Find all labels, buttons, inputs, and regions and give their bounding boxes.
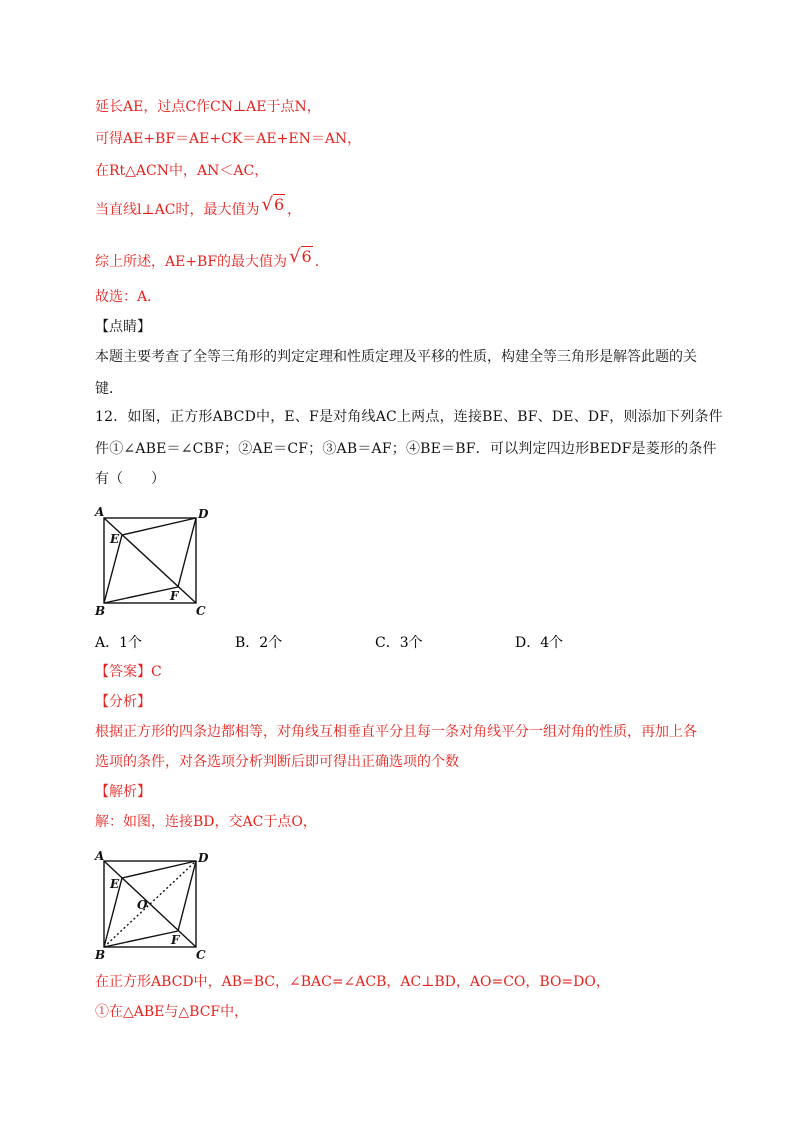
answer-value: C [151, 664, 162, 680]
segment-fb [104, 587, 178, 603]
label-a: A [95, 849, 105, 863]
option-b: B．2个 [235, 635, 283, 651]
label-c: C [196, 604, 206, 618]
label-c: C [196, 948, 206, 962]
sqrt-6: √6 [289, 246, 312, 267]
label-e: E [110, 877, 120, 891]
solution-line-4 [95, 195, 301, 220]
explanation-label: 【解析】 [95, 784, 151, 800]
answer-label: 【答案】 [95, 664, 151, 680]
figure-square-2 [92, 846, 232, 966]
option-d: D．4个 [515, 635, 564, 651]
option-c: C．3个 [375, 635, 423, 651]
explanation-line-3: ①在△ABE与△BCF中， [95, 1004, 249, 1020]
explanation-line-2: 在正方形ABCD中，AB=BC，∠BAC=∠ACB，AC⊥BD，AO=CO，BO=DO， [95, 974, 610, 990]
segment-fb [104, 931, 178, 947]
solution-line-4-text: 当直线l⊥AC时，最大值为 [95, 202, 260, 218]
solution-line-5 [95, 247, 329, 272]
label-b: B [95, 604, 106, 618]
comment-line-1: 本题主要考查了全等三角形的判定定理和性质定理及平移的性质，构建全等三角形是解答此题的关 [95, 349, 697, 365]
solution-line-5-text: 综上所述，AE+BF的最大值为 [95, 254, 288, 270]
label-o: O [137, 898, 148, 912]
solution-line-6: 故选：A． [95, 289, 162, 305]
answer-line [95, 662, 162, 682]
figure-square-1 [92, 503, 232, 621]
option-a: A．1个 [95, 635, 143, 651]
segment-df [178, 518, 196, 587]
analysis-line-2: 选项的条件，对各选项分析判断后即可得出正确选项的个数 [95, 754, 459, 770]
label-a: A [95, 505, 105, 519]
segment-df [178, 861, 196, 931]
question-line-2: 件①∠ABE＝∠CBF；②AE＝CF；③AB＝AF；④BE＝BF．可以判定四边形BEDF是菱形的条件 [95, 441, 717, 457]
solution-line-3: 在Rt△ACN中，AN＜AC， [95, 163, 269, 179]
question-line-3: 有（ ） [95, 471, 165, 487]
label-b: B [95, 948, 106, 962]
diagonal-ac [104, 518, 196, 603]
comment-line-2: 键． [95, 381, 123, 397]
segment-ed [122, 861, 196, 878]
label-d: D [198, 851, 209, 865]
sqrt-6: √6 [261, 194, 285, 215]
solution-line-4-tail: ， [287, 202, 302, 218]
solution-line-1: 延长AE，过点C作CN⊥AE于点N， [95, 99, 321, 115]
sqrt-arg: 6 [273, 195, 285, 214]
sqrt-arg: 6 [301, 247, 312, 266]
analysis-line-1: 根据正方形的四条边都相等，对角线互相垂直平分且每一条对角线平分一组对角的性质，再加上各 [95, 724, 697, 740]
segment-ed [122, 518, 196, 535]
label-e: E [110, 532, 120, 546]
analysis-label: 【分析】 [95, 694, 151, 710]
comment-label: 【点睛】 [95, 319, 151, 335]
label-f: F [171, 933, 180, 947]
label-f: F [170, 589, 179, 603]
solution-line-2: 可得AE+BF＝AE+CK＝AE+EN＝AN， [95, 131, 362, 147]
explanation-line-1: 解：如图，连接BD，交AC于点O， [95, 814, 317, 830]
question-line-1: 12．如图，正方形ABCD中，E、F是对角线AC上两点，连接BE、BF、DE、DF，则添加下列条件 [95, 409, 723, 425]
solution-line-5-tail: ． [314, 254, 329, 270]
label-d: D [198, 507, 209, 521]
